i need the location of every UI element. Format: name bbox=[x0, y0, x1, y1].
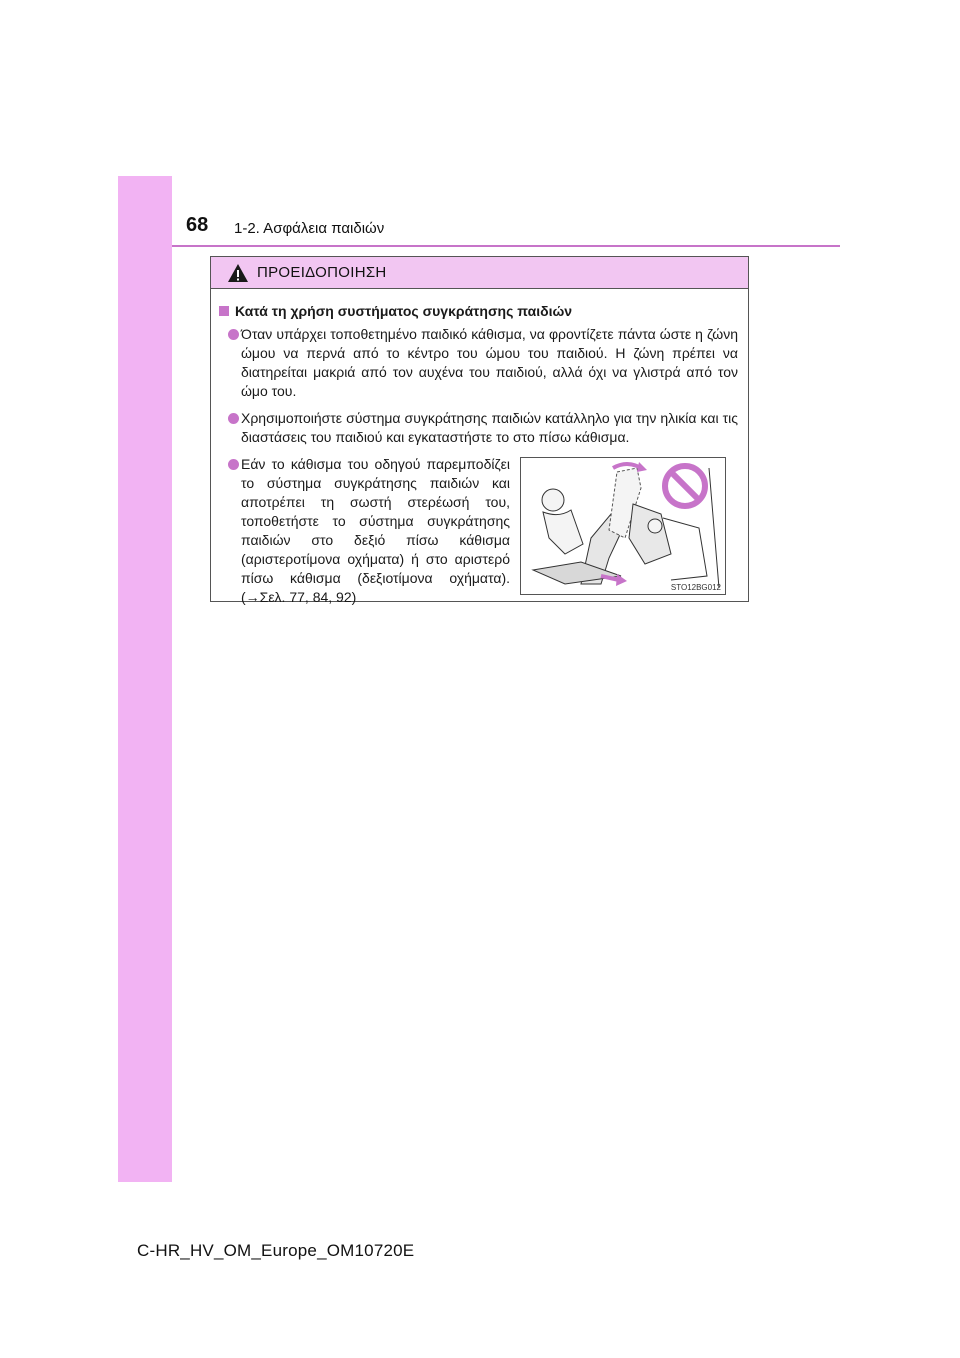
square-bullet-icon bbox=[219, 306, 229, 316]
warning-topic-text: Κατά τη χρήση συστήματος συγκράτησης παιδιών bbox=[235, 303, 573, 319]
warning-bullet-text: Όταν υπάρχει τοποθετημένο παιδικό κάθισμα, να φροντίζετε πάντα ώστε η ζώνη ώμου να περνά από το κέντρο του ώμου του παιδιού. Η ζώνη πρέπει να διατηρείται μακριά από τον αυχένα του παιδιού, αλλά όχι να γλιστρά από τον ώμο του. bbox=[241, 326, 738, 399]
side-tab-band bbox=[118, 176, 172, 1182]
warning-label: ΠΡΟΕΙΔΟΠΟΙΗΣΗ bbox=[257, 264, 387, 281]
warning-bullet bbox=[219, 455, 510, 607]
warning-content bbox=[211, 289, 748, 615]
warning-bullet-text: Χρησιμοποιήστε σύστημα συγκράτησης παιδιών κατάλληλο για την ηλικία και τις διαστάσεις του παιδιού και εγκαταστήστε το στο πίσω κάθισμα. bbox=[241, 410, 738, 445]
circle-bullet-icon bbox=[228, 459, 239, 470]
warning-box bbox=[210, 256, 749, 605]
footer-doc-id: C-HR_HV_OM_Europe_OM10720E bbox=[137, 1241, 415, 1260]
section-title: 1-2. Ασφάλεια παιδιών bbox=[234, 220, 385, 237]
warning-header bbox=[211, 257, 748, 289]
warning-bullet bbox=[219, 325, 738, 401]
header-divider bbox=[172, 245, 840, 247]
warning-triangle-icon bbox=[227, 263, 249, 283]
warning-bullet bbox=[219, 409, 738, 447]
circle-bullet-icon bbox=[228, 329, 239, 340]
seat-illustration-drawing bbox=[521, 458, 725, 594]
page-number: 68 bbox=[186, 214, 209, 236]
seat-illustration bbox=[520, 457, 726, 595]
warning-bullet-text: Εάν το κάθισμα του οδηγού παρεμποδίζει το σύστημα συγκράτησης παιδιών και αποτρέπει τη σωστή στερέωσή του, τοποθετήστε το σύστημα συγκράτησης παιδιών στο δεξιό πίσω κάθισμα (αριστεροτίμονα οχήματα) ή στο αριστερό πίσω κάθισμα (δεξιοτίμονα οχήματα). (→Σελ. 77, 84, 92) bbox=[241, 456, 510, 605]
figure-code: STO12BG012 bbox=[670, 583, 721, 592]
circle-bullet-icon bbox=[228, 413, 239, 424]
warning-topic bbox=[219, 303, 738, 319]
warning-bullet-with-figure bbox=[219, 455, 738, 615]
